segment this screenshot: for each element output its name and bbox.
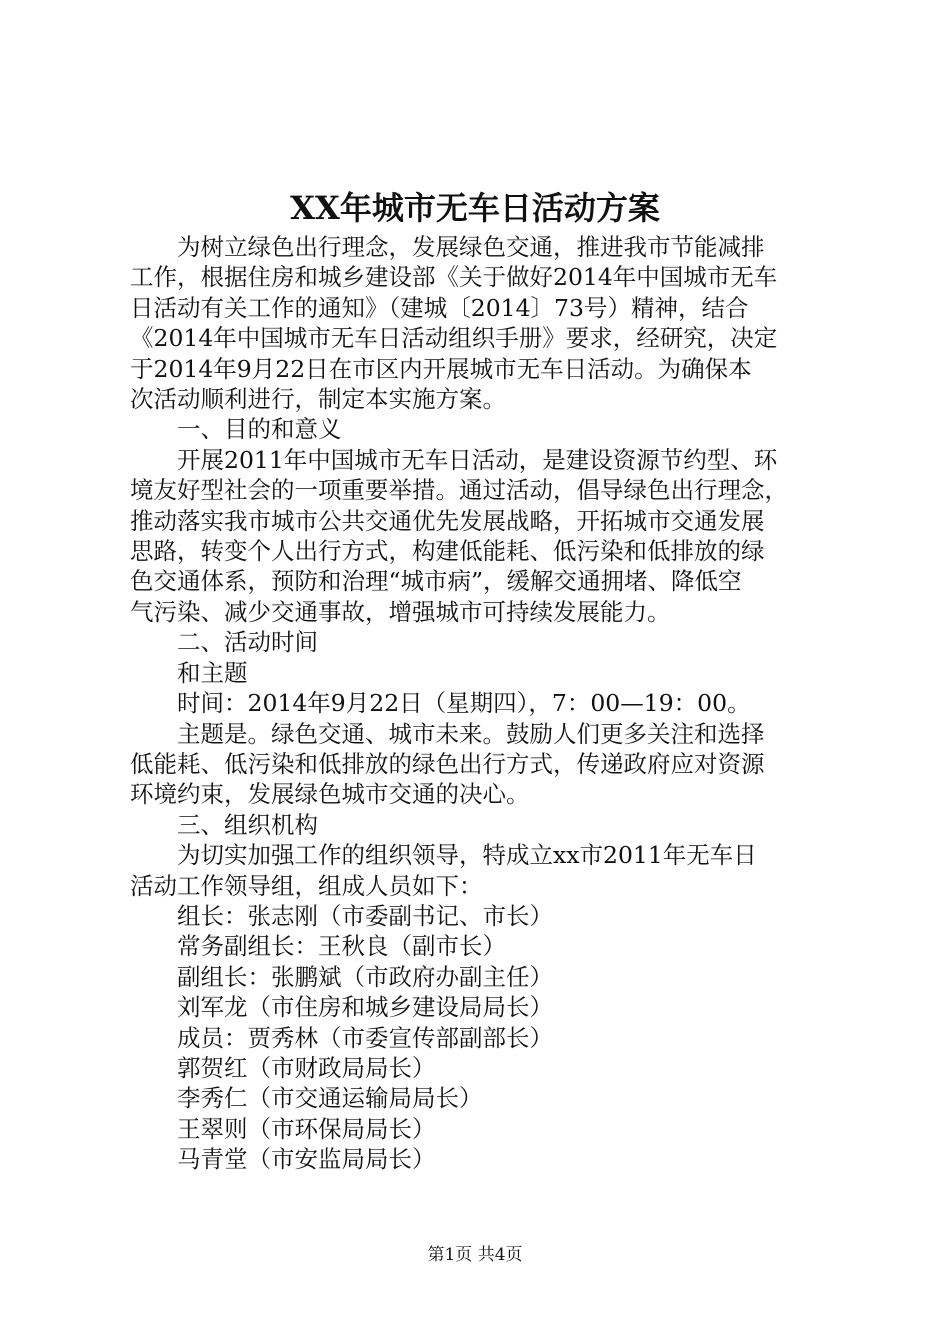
text-line: 《2014年中国城市无车日活动组织手册》要求，经研究，决定	[130, 324, 778, 353]
page-footer: 第1页 共4页	[427, 1245, 523, 1265]
text-line: 思路，转变个人出行方式，构建低能耗、低污染和低排放的绿	[130, 537, 765, 566]
text-line: 推动落实我市城市公共交通优先发展战略，开拓城市交通发展	[130, 506, 765, 535]
text-line: 为切实加强工作的组织领导，特成立xx市2011年无车日	[177, 841, 757, 870]
member-line: 李秀仁（市交通运输局局长）	[177, 1084, 483, 1113]
text-line: 次活动顺利进行，制定本实施方案。	[130, 385, 506, 414]
text-line: 环境约束，发展绿色城市交通的决心。	[130, 780, 530, 809]
text-line: 日活动有关工作的通知》（建城〔2014〕73号）精神，结合	[130, 293, 749, 322]
text-line: 色交通体系，预防和治理“城市病”，缓解交通拥堵、降低空	[130, 567, 742, 596]
document-title: XX年城市无车日活动方案	[290, 189, 660, 227]
member-line: 马青堂（市安监局局长）	[177, 1145, 436, 1174]
text-line: 于2014年9月22日在市区内开展城市无车日活动。为确保本	[130, 354, 752, 383]
document-body	[130, 232, 830, 1175]
text-line: 主题是。绿色交通、城市未来。鼓励人们更多关注和选择	[177, 719, 765, 748]
text-line: 时间：2014年9月22日（星期四），7：00—19：00。	[177, 689, 751, 718]
text-line: 开展2011年中国城市无车日活动，是建设资源节约型、环	[177, 445, 778, 474]
section-heading: 一、目的和意义	[177, 415, 342, 444]
member-line: 王翠则（市环保局局长）	[177, 1114, 436, 1143]
member-line: 刘军龙（市住房和城乡建设局局长）	[177, 993, 553, 1022]
text-line: 活动工作领导组，组成人员如下：	[130, 871, 483, 900]
text-line: 境友好型社会的一项重要举措。通过活动，倡导绿色出行理念，	[130, 476, 788, 505]
text-line: 为树立绿色出行理念，发展绿色交通，推进我市节能减排	[177, 233, 765, 261]
section-heading: 三、组织机构	[177, 810, 318, 839]
member-line: 副组长：张鹏斌（市政府办副主任）	[177, 962, 553, 991]
text-line: 气污染、减少交通事故，增强城市可持续发展能力。	[130, 597, 671, 626]
text-line: 工作，根据住房和城乡建设部《关于做好2014年中国城市无车	[130, 263, 778, 292]
section-heading: 二、活动时间	[177, 628, 318, 657]
member-line: 常务副组长：王秋良（副市长）	[177, 932, 506, 961]
member-line: 郭贺红（市财政局局长）	[177, 1053, 436, 1082]
member-line: 组长：张志刚（市委副书记、市长）	[177, 901, 553, 930]
member-line: 成员：贾秀林（市委宣传部副部长）	[177, 1023, 553, 1052]
text-line: 低能耗、低污染和低排放的绿色出行方式，传递政府应对资源	[130, 749, 765, 778]
section-heading: 和主题	[177, 658, 248, 687]
